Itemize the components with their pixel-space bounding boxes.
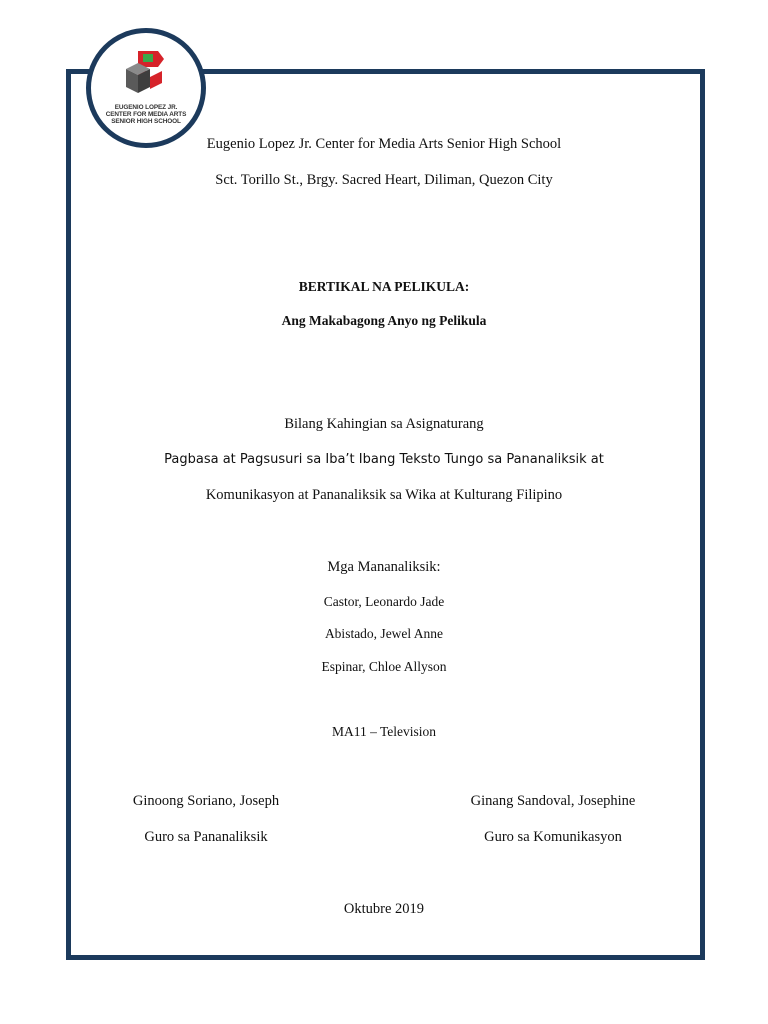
school-logo: [86, 28, 206, 148]
adviser-name-right: Ginang Sandoval, Josephine: [470, 793, 636, 809]
logo-line-2: CENTER FOR MEDIA ARTS: [105, 111, 187, 119]
paper-title: BERTIKAL NA PELIKULA:: [298, 279, 470, 294]
researcher-name: Castor, Leonardo Jade: [323, 594, 445, 609]
class-section: MA11 – Television: [331, 724, 437, 739]
logo-line-1: EUGENIO LOPEZ JR.: [114, 104, 178, 111]
adviser-role-left: Guro sa Pananaliksik: [144, 829, 268, 845]
submission-date: Oktubre 2019: [343, 901, 425, 917]
page-border-frame: [66, 69, 705, 960]
adviser-role-right: Guro sa Komunikasyon: [484, 829, 622, 845]
requirement-line-3: Komunikasyon at Pananaliksik sa Wika at Kulturang Filipino: [205, 487, 563, 503]
school-name: Eugenio Lopez Jr. Center for Media Arts Senior High School: [206, 136, 562, 152]
school-address: Sct. Torillo St., Brgy. Sacred Heart, Diliman, Quezon City: [215, 172, 553, 188]
school-logo-text: [91, 104, 201, 126]
school-logo-mark: [124, 49, 170, 101]
researchers-heading: Mga Mananaliksik:: [327, 559, 441, 575]
paper-subtitle: Ang Makabagong Anyo ng Pelikula: [281, 313, 487, 328]
adviser-name-left: Ginoong Soriano, Joseph: [132, 793, 280, 809]
researcher-name: Espinar, Chloe Allyson: [321, 659, 447, 674]
researcher-name: Abistado, Jewel Anne: [324, 626, 444, 641]
logo-line-3: SENIOR HIGH SCHOOL: [111, 118, 181, 126]
requirement-line-2: Pagbasa at Pagsusuri sa Iba’t Ibang Teksto Tungo sa Pananaliksik at: [164, 452, 604, 467]
requirement-line-1: Bilang Kahingian sa Asignaturang: [284, 416, 484, 432]
